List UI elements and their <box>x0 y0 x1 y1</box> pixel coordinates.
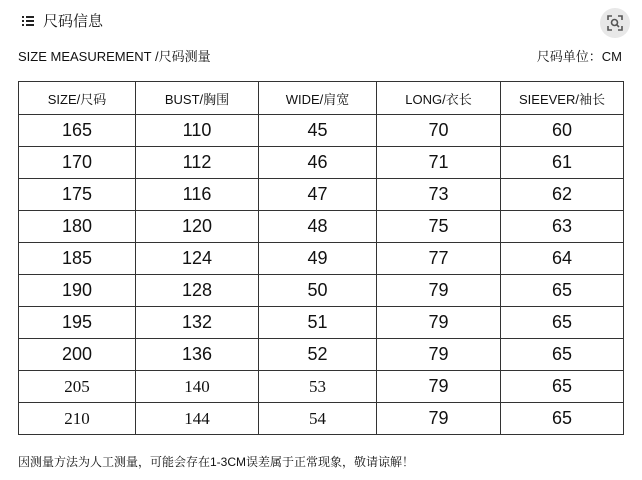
page-header <box>22 10 103 31</box>
list-icon[interactable] <box>22 15 34 27</box>
column-header: WIDE/肩宽 <box>259 82 377 115</box>
table-cell: 210 <box>19 403 136 435</box>
table-cell: 180 <box>19 211 136 243</box>
table-cell: 60 <box>501 115 624 147</box>
table-cell: 45 <box>259 115 377 147</box>
table-cell: 65 <box>501 403 624 435</box>
table-cell: 62 <box>501 179 624 211</box>
table-cell: 110 <box>136 115 259 147</box>
table-cell: 170 <box>19 147 136 179</box>
table-row <box>19 243 624 275</box>
unit-label: 尺码单位：CM <box>536 49 622 64</box>
table-cell: 79 <box>377 307 501 339</box>
table-cell: 190 <box>19 275 136 307</box>
table-row <box>19 339 624 371</box>
table-cell: 144 <box>136 403 259 435</box>
column-header: SIEEVER/袖长 <box>501 82 624 115</box>
table-cell: 136 <box>136 339 259 371</box>
column-header: BUST/胸围 <box>136 82 259 115</box>
table-cell: 65 <box>501 307 624 339</box>
table-cell: 50 <box>259 275 377 307</box>
column-header: SIZE/尺码 <box>19 82 136 115</box>
table-row <box>19 307 624 339</box>
table-row <box>19 371 624 403</box>
table-cell: 46 <box>259 147 377 179</box>
table-cell: 112 <box>136 147 259 179</box>
image-search-button[interactable] <box>600 8 630 38</box>
table-header-row <box>19 82 624 115</box>
table-row <box>19 115 624 147</box>
column-header: LONG/衣长 <box>377 82 501 115</box>
table-row <box>19 147 624 179</box>
table-cell: 185 <box>19 243 136 275</box>
table-cell: 175 <box>19 179 136 211</box>
size-table <box>18 81 624 435</box>
table-cell: 205 <box>19 371 136 403</box>
table-cell: 79 <box>377 403 501 435</box>
table-cell: 70 <box>377 115 501 147</box>
table-row <box>19 403 624 435</box>
table-cell: 132 <box>136 307 259 339</box>
table-cell: 65 <box>501 371 624 403</box>
table-row <box>19 275 624 307</box>
table-cell: 79 <box>377 339 501 371</box>
table-cell: 200 <box>19 339 136 371</box>
measurement-subtitle: SIZE MEASUREMENT /尺码测量 <box>18 49 211 64</box>
table-cell: 79 <box>377 275 501 307</box>
table-cell: 71 <box>377 147 501 179</box>
table-cell: 47 <box>259 179 377 211</box>
table-cell: 64 <box>501 243 624 275</box>
table-cell: 49 <box>259 243 377 275</box>
table-row <box>19 211 624 243</box>
page-title: 尺码信息 <box>43 13 104 30</box>
measurement-note: 因测量方法为人工测量，可能会存在1-3CM误差属于正常现象，敬请谅解！ <box>18 455 415 469</box>
image-search-icon <box>606 14 624 32</box>
table-cell: 61 <box>501 147 624 179</box>
table-cell: 124 <box>136 243 259 275</box>
table-cell: 63 <box>501 211 624 243</box>
table-cell: 120 <box>136 211 259 243</box>
table-cell: 52 <box>259 339 377 371</box>
table-cell: 65 <box>501 339 624 371</box>
table-cell: 65 <box>501 275 624 307</box>
table-cell: 128 <box>136 275 259 307</box>
table-cell: 195 <box>19 307 136 339</box>
table-cell: 75 <box>377 211 501 243</box>
table-cell: 77 <box>377 243 501 275</box>
table-cell: 48 <box>259 211 377 243</box>
table-cell: 73 <box>377 179 501 211</box>
table-cell: 53 <box>259 371 377 403</box>
table-cell: 116 <box>136 179 259 211</box>
table-cell: 140 <box>136 371 259 403</box>
table-cell: 51 <box>259 307 377 339</box>
table-cell: 165 <box>19 115 136 147</box>
table-row <box>19 179 624 211</box>
table-cell: 79 <box>377 371 501 403</box>
table-cell: 54 <box>259 403 377 435</box>
